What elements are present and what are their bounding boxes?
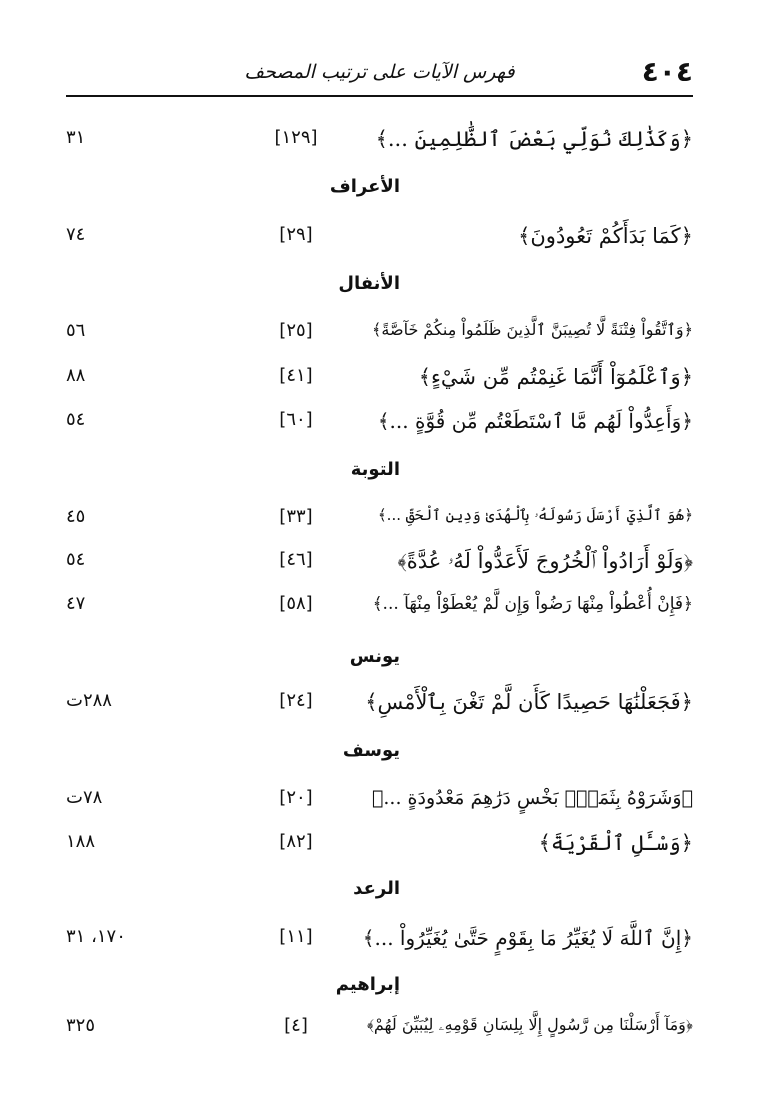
- surah-heading: يونس: [349, 646, 400, 667]
- verse-text: ﴿وَمَآ أَرْسَلْنَا مِن رَّسُولٍ إِلَّا بِلِسَانِ قَوْمِهِۦ لِيُبَيِّنَ لَهُمْ﴾: [366, 1015, 693, 1034]
- verse-row: [66, 506, 693, 552]
- verse-number: [١١]: [279, 926, 313, 947]
- verse-number: [٢٤]: [279, 690, 313, 711]
- verse-text: ﴿وَٱعْلَمُوٓاْ أَنَّمَا غَنِمْتُم مِّن شَيْءٍ﴾: [418, 365, 693, 389]
- verse-text: ﴿كَمَا بَدَأَكُمْ تَعُودُونَ﴾: [518, 224, 693, 248]
- verse-row: [66, 365, 693, 411]
- page-reference: ٥٦: [66, 320, 86, 341]
- verse-number: [٤]: [284, 1015, 308, 1036]
- verse-text: ﴿وَٱتَّقُواْ فِتْنَةً لَّا تُصِيبَنَّ ٱلَّذِينَ ظَلَمُواْ مِنكُمْ خَآصَّةً﴾: [372, 320, 693, 339]
- verse-number: [٨٢]: [279, 831, 313, 852]
- page-reference: ٥٤: [66, 549, 86, 570]
- surah-heading: الأعراف: [329, 176, 400, 197]
- verse-row: [66, 224, 693, 270]
- surah-heading: التوبة: [350, 459, 400, 480]
- page-number: ٤٠٤: [641, 55, 693, 88]
- page-reference: ٧٤: [66, 224, 86, 245]
- verse-text: ﴿فَإِنْ أُعْطُواْ مِنْهَا رَضُواْ وَإِن لَّمْ يُعْطَوْاْ مِنْهَآ ...﴾: [372, 594, 693, 614]
- verse-number: [١٢٩]: [274, 127, 318, 148]
- verse-row: [66, 787, 693, 833]
- verse-number: [٣٣]: [279, 506, 313, 527]
- verse-number: [٢٥]: [279, 320, 313, 341]
- verse-number: [٦٠]: [279, 409, 313, 430]
- verse-row: [66, 320, 693, 366]
- verse-number: [٢٩]: [279, 224, 313, 245]
- verse-text: ﴿وَكَذَٰلِكَ نُوَلِّي بَعْضَ ٱلظَّٰلِمِينَ ...﴾: [375, 127, 693, 151]
- verse-row: [66, 549, 693, 595]
- verse-row: [66, 1015, 693, 1061]
- verse-text: ﴿إِنَّ ٱللَّهَ لَا يُغَيِّرُ مَا بِقَوْمٍ حَتَّىٰ يُغَيِّرُواْ ...﴾: [362, 926, 693, 950]
- verse-text: ﴿وَأَعِدُّواْ لَهُم مَّا ٱسْتَطَعْتُم مِّن قُوَّةٍ ...﴾: [377, 409, 693, 433]
- page-reference: ٤٧: [66, 593, 86, 614]
- page-reference: ١٧٠، ٣١: [66, 926, 126, 947]
- page-reference: ٧٨ت: [66, 787, 103, 808]
- verse-text: ﴿فَجَعَلْنَٰهَا حَصِيدًا كَأَن لَّمْ تَغْنَ بِٱلْأَمْسِ﴾: [365, 690, 693, 714]
- page-reference: ٢٨٨ت: [66, 690, 112, 711]
- verse-row: [66, 690, 693, 736]
- page-reference: ٤٥: [66, 506, 86, 527]
- surah-heading: إبراهيم: [335, 974, 400, 995]
- verse-number: [٥٨]: [279, 593, 313, 614]
- verse-number: [٤٦]: [279, 549, 313, 570]
- running-title: فهرس الآيات على ترتيب المصحف: [244, 61, 515, 83]
- page-reference: ٨٨: [66, 365, 86, 386]
- verse-row: [66, 127, 693, 173]
- verse-row: [66, 409, 693, 455]
- page-reference: ١٨٨: [66, 831, 96, 852]
- surah-heading: الأنفال: [338, 273, 400, 294]
- verse-text: ﴿وَسْـَٔلِ ٱلْقَرْيَةَ﴾: [538, 831, 693, 855]
- surah-heading: الرعد: [353, 878, 400, 899]
- verse-row: [66, 593, 693, 639]
- verse-row: [66, 831, 693, 877]
- verse-text: ﴿هُوَ ٱلَّذِيٓ أَرْسَلَ رَسُولَهُۥ بِٱلْهُدَىٰ وَدِينِ ٱلْحَقِّ ...﴾: [377, 506, 693, 524]
- verse-number: [٤١]: [279, 365, 313, 386]
- verse-text: ﴿وَشَرَوْهُ بِثَمَنٍۢ بَخْسٍ دَرَٰهِمَ مَعْدُودَةٍ ...﴾: [371, 787, 693, 809]
- page-reference: ٣١: [66, 127, 86, 148]
- verse-number: [٢٠]: [279, 787, 313, 808]
- verse-text: ﴿وَلَوْ أَرَادُواْ ٱلْخُرُوجَ لَأَعَدُّواْ لَهُۥ عُدَّةً﴾: [397, 549, 693, 573]
- page-reference: ٣٢٥: [66, 1015, 96, 1036]
- page-reference: ٥٤: [66, 409, 86, 430]
- surah-heading: يوسف: [342, 740, 400, 761]
- verse-row: [66, 926, 693, 972]
